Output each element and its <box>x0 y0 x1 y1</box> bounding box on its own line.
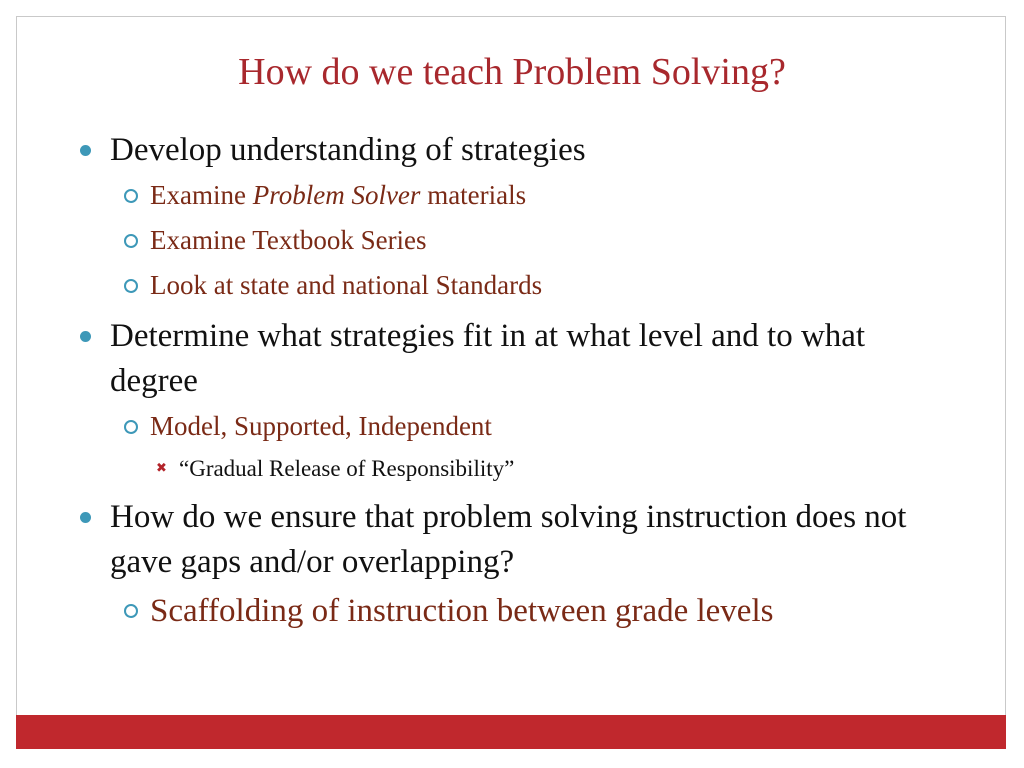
bullet-level1 <box>78 495 958 585</box>
bullet-text: “Gradual Release of Responsibility” <box>179 456 515 481</box>
bullet-level2 <box>78 585 958 637</box>
filled-circle-bullet-icon <box>80 331 91 342</box>
filled-circle-bullet-icon <box>80 145 91 156</box>
bullet-level1 <box>78 314 958 404</box>
hollow-circle-bullet-icon <box>124 604 138 618</box>
hollow-circle-bullet-icon <box>124 189 138 203</box>
bullet-level3 <box>78 449 958 489</box>
bullet-text: Look at state and national Standards <box>150 270 543 300</box>
bullet-text: Scaffolding of instruction between grade levels <box>150 593 774 629</box>
bullet-level2 <box>78 173 958 218</box>
bullet-text-prefix: Examine <box>150 180 253 210</box>
bullet-text: Examine Textbook Series <box>150 225 427 255</box>
slide-body <box>78 128 958 637</box>
bullet-text-suffix: materials <box>420 180 527 210</box>
slide-title: How do we teach Problem Solving? <box>238 51 786 93</box>
hollow-circle-bullet-icon <box>124 279 138 293</box>
bullet-text: Model, Supported, Independent <box>150 411 492 441</box>
bullet-text-italic: Problem Solver <box>252 180 421 210</box>
bullet-text: Determine what strategies fit in at what level and to what degree <box>110 318 866 399</box>
bullet-level2 <box>78 404 958 449</box>
bullet-text: How do we ensure that problem solving instruction does not gave gaps and/or overlapping? <box>110 499 907 580</box>
bullet-text: Develop understanding of strategies <box>110 132 586 168</box>
filled-circle-bullet-icon <box>80 512 91 523</box>
bullet-level2 <box>78 218 958 263</box>
bullet-level1 <box>78 128 958 173</box>
hollow-circle-bullet-icon <box>124 234 138 248</box>
cross-bullet-icon: ✖ <box>156 461 167 476</box>
hollow-circle-bullet-icon <box>124 420 138 434</box>
footer-band <box>16 715 1006 749</box>
bullet-level2 <box>78 263 958 308</box>
